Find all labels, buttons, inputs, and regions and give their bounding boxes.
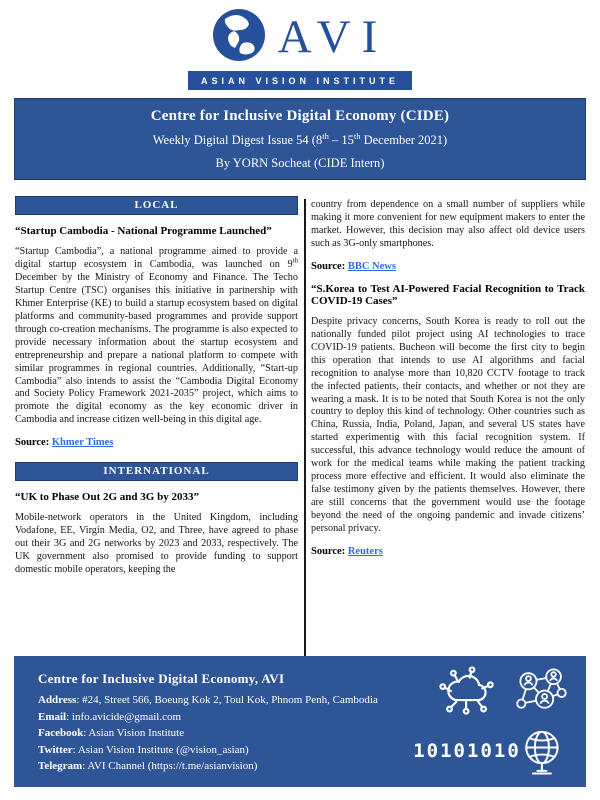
issue-text: Weekly Digital Digest Issue 54 (8 [152,132,323,147]
contact-facebook [38,725,430,742]
cloud-network-icon [438,666,496,718]
content-columns [15,196,585,658]
contact-label: Email [38,710,67,723]
institute-banner: ASIAN VISION INSTITUTE [188,71,412,90]
international-headline: “UK to Phase Out 2G and 3G by 2033” [15,491,199,504]
contact-label: Telegram [38,760,83,772]
contact-email [38,709,430,726]
skorea-body: Despite privacy concerns, South Korea is ready to roll out the nationally funded pilot project using AI technologies to trace COVID-19 patients. Bucheon will become the first city to begin this operation that intends to use AI algorithms and facial recognition to analyse more than 10,820 CCTV footage to track the infected patients, their contacts, and whether or not they are wearing a mask. It is to be noted that South Korea is not the only country to deploy this kind of technology. Other countries such as China, Russia, India, Poland, Japan, and several US states have started experimentig with this facial recognition system. If successful, this advance technology would reduce the amount of work for the medical teams while making the patient tracking process more effective and efficient. It would also eliminate the false testimony given by the patients themselves. However, there are still concerns that the government would use the footage beyond the need of the ongoing pandemic and invade citizens’ personal privacy. [311,315,585,535]
banner-title: Centre for Inclusive Digital Economy (CIDE) [150,107,450,124]
contact-label: Twitter [38,743,73,756]
banner-byline: By YORN Socheat (CIDE Intern) [215,155,385,170]
binary-line: 1010 [467,740,521,762]
contact-label: Facebook [38,727,84,739]
contact-address [38,692,430,709]
international-body-left: Mobile-network operators in the United Kingdom, including Vodafone, EE, Virgin Media, O2, and Three, have agreed to phase out their 3G and 2G networks by 2023 and 2033, respectively. The UK government also promised to provide funding to support domestic mobile operators, keeping the [15,512,298,576]
international-body-right: country from dependence on a small number of suppliers while making it more convenient for new equipment makers to enter the market. However, this decision may also affect old device users such as 3G-only smartphones. [311,199,585,249]
right-column [311,196,585,658]
header-banner [14,98,586,180]
contact-value: : info.avicide@gmail.com [66,710,182,723]
banner-issue [15,130,585,148]
binary-code-icon [413,726,521,778]
footer-contact-block [14,656,430,787]
binary-line: 1010 [413,740,467,762]
contact-telegram [38,758,430,775]
footer [14,656,586,787]
footer-title: Centre for Inclusive Digital Economy, AVI [38,671,285,686]
left-column [15,196,298,658]
globe-logo-icon [212,8,266,67]
contact-value: : Asian Vision Institute (@vision_asian) [72,743,249,756]
source-label: Source: [311,546,346,558]
local-headline: “Startup Cambodia - National Programme Launched” [15,225,272,237]
source-label: Source: [311,260,346,272]
people-network-icon [512,666,570,718]
avi-wordmark: AVI [277,10,389,63]
contact-value: : Asian Vision Institute [83,727,185,739]
contact-label: Address [38,694,77,706]
local-body-sup: th [292,257,298,265]
contact-value: : AVI Channel (https://t.me/asianvision) [82,760,258,772]
section-header-international: INTERNATIONAL [15,462,298,481]
contact-twitter [38,742,430,759]
local-source [15,437,298,448]
source-link-bbc-news[interactable]: BBC News [347,260,396,272]
column-divider [304,199,306,656]
section-header-local: LOCAL [15,196,298,215]
skorea-headline: “S.Korea to Test AI-Powered Facial Recognition to Track COVID-19 Cases” [311,282,585,307]
skorea-source [311,546,585,557]
international-source [311,261,585,272]
globe-icon [512,726,570,778]
footer-icons [413,656,586,787]
local-body-text: December by the Ministry of Economy and Finance. The Techo Startup Centre (TSC) organises this initiative in partnership with Khmer Enterprise (KE) to build a startup ecosystem based on digital platforms and community-based programmes and provide support through co-creation mechanisms. The programme is also expected to provide necessary information about the startup ecosystem and entrepreneurship and prepare a national platform to compete with similar programmes in regional countries. Additionally, “Start-up Cambodia” also intends to assist the “Cambodia Digital Economy and Society Policy Framework 2021-2035” project, which aims to promote the digital economy as the key economic driver in Cambodia and increase citizen well-being in this digital age. [15,271,298,426]
issue-text: December 2021) [360,132,448,147]
logo-row [0,8,600,66]
source-link-khmer-times[interactable]: Khmer Times [51,437,114,449]
contact-value: : #24, Street 566, Boeung Kok 2, Toul Kok, Phnom Penh, Cambodia [76,694,378,706]
local-body [15,246,298,427]
issue-sup: th [353,130,361,141]
source-label: Source: [15,437,50,449]
avi-logo [0,8,600,90]
issue-text: – 15 [328,132,354,147]
issue-sup: th [322,130,329,141]
local-body-text: “Startup Cambodia”, a national programme aimed to provide a digital startup ecosystem in Cambodia, was launched on 9 [15,246,298,270]
source-link-reuters[interactable]: Reuters [347,546,383,558]
